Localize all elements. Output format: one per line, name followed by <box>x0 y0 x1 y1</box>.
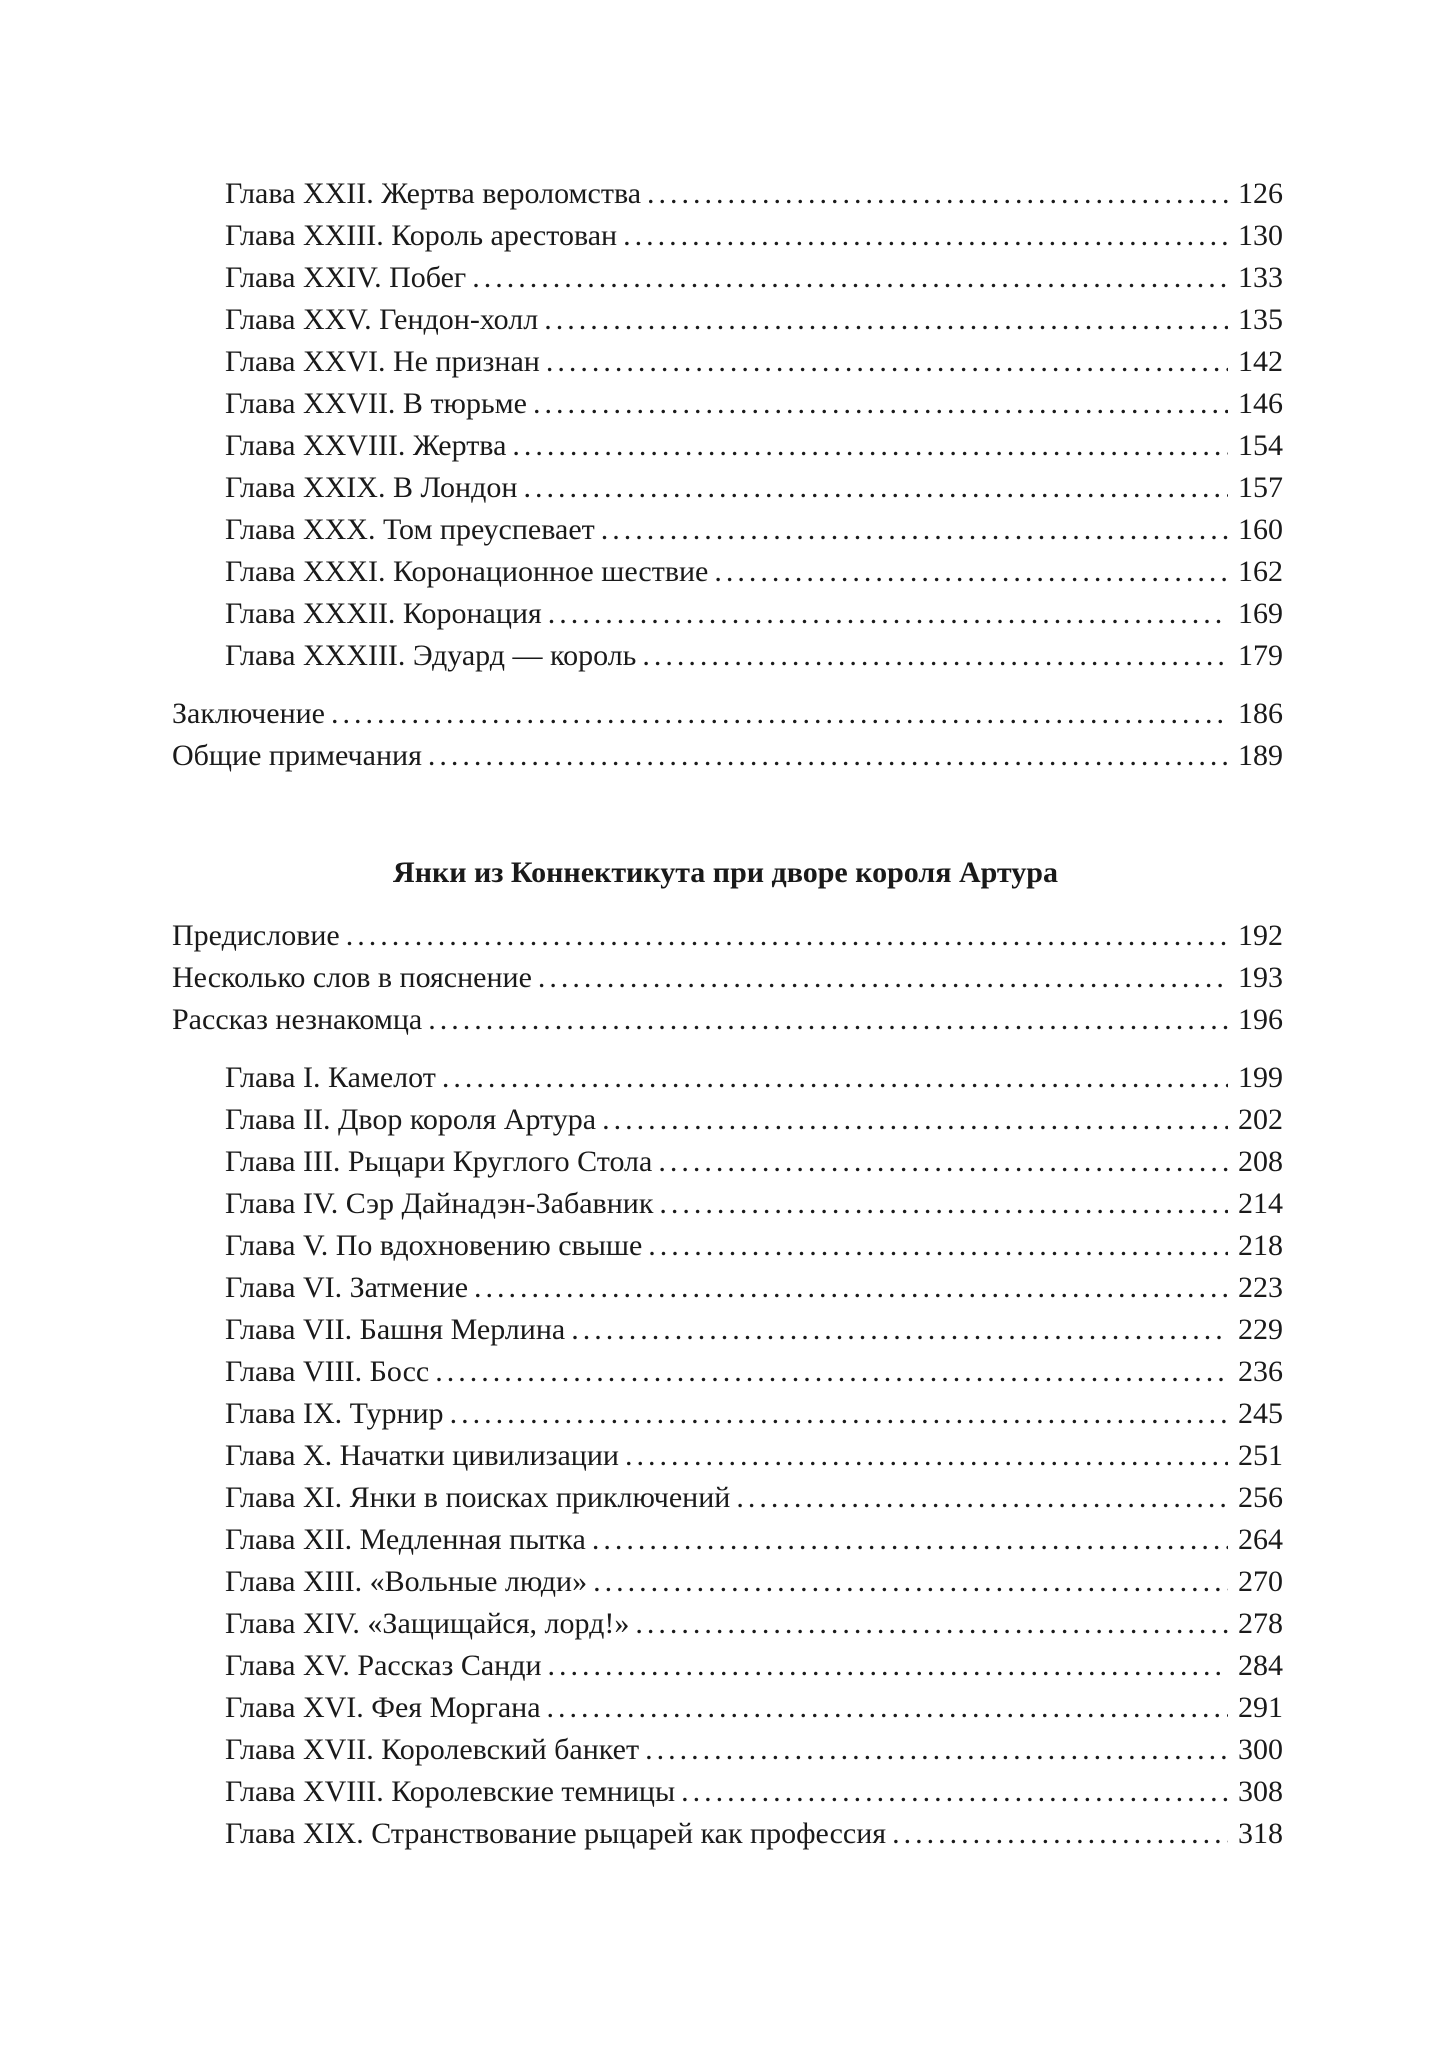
toc-entry-title: Глава XXVIII. Жертва <box>225 429 507 462</box>
toc-entry <box>225 1690 1283 1726</box>
toc-entry <box>225 302 1283 338</box>
toc-entry <box>225 1144 1283 1180</box>
toc-entry-page: 142 <box>1238 345 1283 378</box>
section-heading: Янки из Коннектикута при дворе короля Артура <box>393 856 1058 889</box>
toc-leader-dots <box>450 1396 1228 1432</box>
toc-leader-dots <box>546 344 1228 380</box>
toc-entry-page: 256 <box>1238 1481 1283 1514</box>
toc-entry-title: Глава IX. Турнир <box>225 1397 444 1430</box>
toc-entry <box>225 1438 1283 1474</box>
toc-entry-page: 186 <box>1238 697 1283 730</box>
toc-entry-page: 278 <box>1238 1607 1283 1640</box>
toc-entry <box>225 638 1283 674</box>
toc-entry-page: 192 <box>1238 919 1283 952</box>
toc-leader-dots <box>625 1438 1228 1474</box>
toc-entry <box>225 1270 1283 1306</box>
toc-entry-page: 130 <box>1238 219 1283 252</box>
toc-entry-title: Глава XII. Медленная пытка <box>225 1523 586 1556</box>
toc-entry-page: 308 <box>1238 1775 1283 1808</box>
toc-entry-title: Общие примечания <box>172 739 422 772</box>
toc-entry-title: Глава XXIX. В Лондон <box>225 471 518 504</box>
toc-entry <box>225 344 1283 380</box>
toc-entry-title: Рассказ незнакомца <box>172 1003 423 1036</box>
toc-entry <box>225 1312 1283 1348</box>
toc-leader-dots <box>659 1186 1228 1222</box>
toc-leader-dots <box>548 1648 1228 1684</box>
toc-leader-dots <box>346 918 1228 954</box>
toc-leader-dots <box>602 1102 1228 1138</box>
toc-entry-page: 193 <box>1238 961 1283 994</box>
toc-entry-page: 146 <box>1238 387 1283 420</box>
toc-entry <box>225 596 1283 632</box>
toc-entry-page: 245 <box>1238 1397 1283 1430</box>
toc-entry-title: Глава II. Двор короля Артура <box>225 1103 597 1136</box>
toc-entry <box>225 176 1283 212</box>
toc-entry-page: 169 <box>1238 597 1283 630</box>
toc-leader-dots <box>544 302 1228 338</box>
toc-entry <box>225 1564 1283 1600</box>
toc-entry-title: Глава X. Начатки цивилизации <box>225 1439 619 1472</box>
toc-entry-page: 199 <box>1238 1061 1283 1094</box>
toc-entry <box>172 738 1283 774</box>
toc-leader-dots <box>571 1312 1228 1348</box>
toc-leader-dots <box>658 1144 1228 1180</box>
toc-entry-page: 208 <box>1238 1145 1283 1178</box>
toc-leader-dots <box>623 218 1228 254</box>
toc-entry-title: Глава XXII. Жертва вероломства <box>225 177 642 210</box>
toc-entry-title: Глава VII. Башня Мерлина <box>225 1313 566 1346</box>
toc-entry-page: 196 <box>1238 1003 1283 1036</box>
toc-entry-title: Глава XXXIII. Эдуард — король <box>225 639 637 672</box>
toc-leader-dots <box>472 260 1228 296</box>
toc-entry-title: Глава I. Камелот <box>225 1061 436 1094</box>
toc-entry <box>225 470 1283 506</box>
toc-leader-dots <box>331 696 1228 732</box>
toc-entry <box>172 1002 1283 1038</box>
toc-entry-page: 284 <box>1238 1649 1283 1682</box>
toc-entry-page: 157 <box>1238 471 1283 504</box>
toc-entry-title: Глава XIV. «Защищайся, лорд!» <box>225 1607 630 1640</box>
toc-leader-dots <box>428 738 1228 774</box>
toc-entry-page: 126 <box>1238 177 1283 210</box>
toc-leader-dots <box>645 1732 1228 1768</box>
toc-entry-page: 291 <box>1238 1691 1283 1724</box>
toc-entry-page: 236 <box>1238 1355 1283 1388</box>
toc-entry-page: 218 <box>1238 1229 1283 1262</box>
toc-leader-dots <box>892 1816 1228 1852</box>
toc-entry <box>225 1480 1283 1516</box>
toc-leader-dots <box>647 176 1228 212</box>
toc-entry <box>225 428 1283 464</box>
toc-entry <box>225 1774 1283 1810</box>
toc-leader-dots <box>593 1564 1228 1600</box>
toc-entry-title: Глава XXVI. Не признан <box>225 345 540 378</box>
toc-leader-dots <box>428 1002 1228 1038</box>
toc-entry-page: 179 <box>1238 639 1283 672</box>
toc-entry <box>172 960 1283 996</box>
toc-entry-page: 318 <box>1238 1817 1283 1850</box>
toc-leader-dots <box>714 554 1228 590</box>
toc-entry-title: Глава XXX. Том преуспевает <box>225 513 595 546</box>
toc-entry-page: 202 <box>1238 1103 1283 1136</box>
toc-entry-title: Глава XXXII. Коронация <box>225 597 542 630</box>
toc-leader-dots <box>523 470 1228 506</box>
toc-leader-dots <box>648 1228 1228 1264</box>
toc-leader-dots <box>601 512 1228 548</box>
toc-entry-page: 189 <box>1238 739 1283 772</box>
toc-leader-dots <box>435 1354 1228 1390</box>
toc-entry-title: Глава III. Рыцари Круглого Стола <box>225 1145 653 1178</box>
toc-leader-dots <box>538 960 1228 996</box>
toc-leader-dots <box>547 1690 1228 1726</box>
toc-entry <box>225 386 1283 422</box>
toc-entry-title: Заключение <box>172 697 325 730</box>
toc-entry-title: Глава XXVII. В тюрьме <box>225 387 527 420</box>
toc-entry-title: Глава XXXI. Коронационное шествие <box>225 555 709 588</box>
toc-entry <box>225 554 1283 590</box>
toc-entry-page: 162 <box>1238 555 1283 588</box>
toc-entry <box>225 1606 1283 1642</box>
toc-entry-page: 214 <box>1238 1187 1283 1220</box>
toc-entry-title: Глава XIX. Странствование рыцарей как профессия <box>225 1817 887 1850</box>
toc-entry-title: Глава XI. Янки в поисках приключений <box>225 1481 731 1514</box>
toc-entry-title: Глава XVII. Королевский банкет <box>225 1733 640 1766</box>
toc-leader-dots <box>681 1774 1228 1810</box>
toc-entry-page: 300 <box>1238 1733 1283 1766</box>
toc-entry <box>225 512 1283 548</box>
toc-entry-page: 160 <box>1238 513 1283 546</box>
toc-entry <box>225 1816 1283 1852</box>
toc-entry-page: 229 <box>1238 1313 1283 1346</box>
toc-entry <box>225 1648 1283 1684</box>
toc-entry-title: Глава VI. Затмение <box>225 1271 469 1304</box>
toc-entry-page: 223 <box>1238 1271 1283 1304</box>
toc-entry-page: 154 <box>1238 429 1283 462</box>
toc-entry <box>225 1228 1283 1264</box>
toc-entry <box>225 1522 1283 1558</box>
toc-entry <box>172 918 1283 954</box>
toc-entry-title: Глава V. По вдохновению свыше <box>225 1229 643 1262</box>
toc-entry-title: Глава XVI. Фея Моргана <box>225 1691 541 1724</box>
toc-entry <box>225 1186 1283 1222</box>
toc-leader-dots <box>474 1270 1228 1306</box>
toc-entry-title: Несколько слов в пояснение <box>172 961 532 994</box>
toc-entry-page: 251 <box>1238 1439 1283 1472</box>
toc-entry <box>225 1060 1283 1096</box>
toc-entry-title: Глава XV. Рассказ Санди <box>225 1649 542 1682</box>
toc-leader-dots <box>642 638 1228 674</box>
toc-leader-dots <box>512 428 1228 464</box>
toc-entry <box>225 1102 1283 1138</box>
toc-entry-page: 264 <box>1238 1523 1283 1556</box>
toc-entry-title: Глава XVIII. Королевские темницы <box>225 1775 676 1808</box>
toc-entry-title: Глава XXIII. Король арестован <box>225 219 618 252</box>
toc-entry <box>225 1354 1283 1390</box>
toc-entry-title: Глава VIII. Босс <box>225 1355 430 1388</box>
toc-entry-title: Глава XXV. Гендон-холл <box>225 303 539 336</box>
toc-leader-dots <box>635 1606 1228 1642</box>
toc-leader-dots <box>736 1480 1228 1516</box>
toc-entry-title: Глава XXIV. Побег <box>225 261 467 294</box>
toc-entry-title: Предисловие <box>172 919 340 952</box>
toc-leader-dots <box>442 1060 1228 1096</box>
toc-entry-page: 135 <box>1238 303 1283 336</box>
toc-entry <box>225 1732 1283 1768</box>
toc-entry-title: Глава XIII. «Вольные люди» <box>225 1565 588 1598</box>
toc-entry-title: Глава IV. Сэр Дайнадэн-Забавник <box>225 1187 654 1220</box>
toc-entry <box>225 260 1283 296</box>
toc-leader-dots <box>592 1522 1228 1558</box>
toc-entry-page: 133 <box>1238 261 1283 294</box>
toc-entry-page: 270 <box>1238 1565 1283 1598</box>
toc-entry <box>225 1396 1283 1432</box>
toc-entry <box>225 218 1283 254</box>
toc-leader-dots <box>548 596 1228 632</box>
toc-entry <box>172 696 1283 732</box>
toc-leader-dots <box>533 386 1228 422</box>
